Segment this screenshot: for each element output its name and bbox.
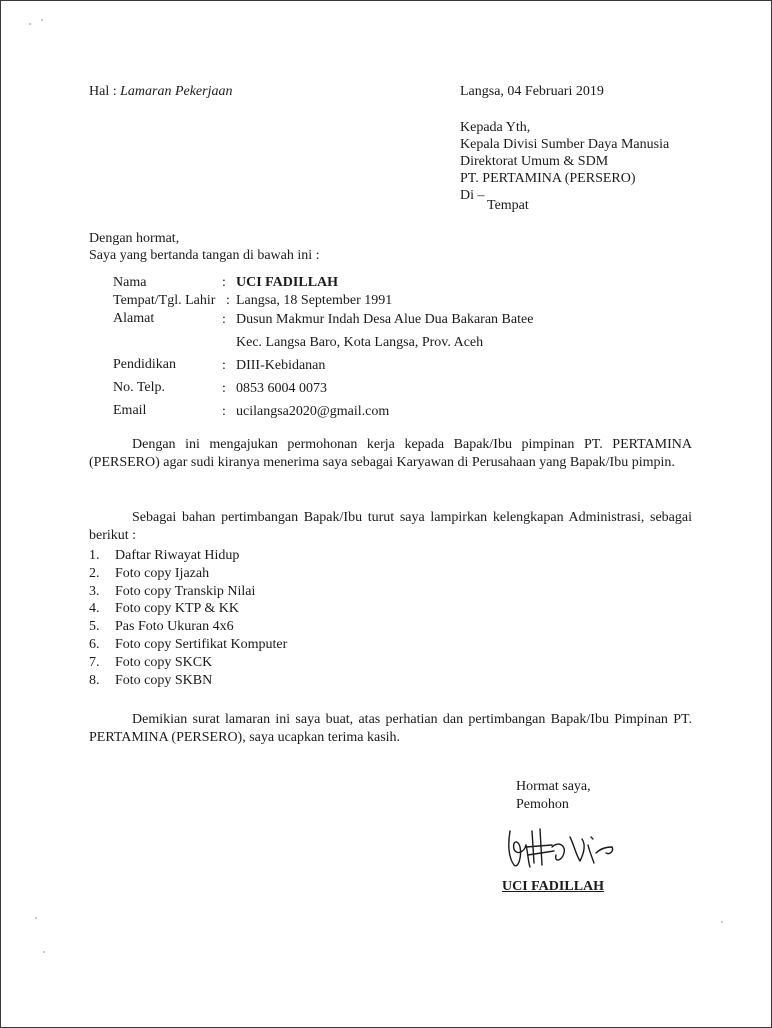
list-text: Pas Foto Ukuran 4x6 — [115, 619, 234, 635]
paragraph-attachments-intro: Sebagai bahan pertimbangan Bapak/Ibu turut saya lampirkan kelengkapan Administrasi, sebagai berikut : — [89, 510, 692, 543]
list-text: Foto copy SKBN — [115, 672, 213, 688]
list-item — [89, 547, 287, 565]
list-text: Daftar Riwayat Hidup — [115, 548, 240, 563]
name-label: Nama — [113, 275, 147, 290]
closing-role: Pemohon — [516, 797, 569, 812]
address-separator: : — [222, 312, 226, 327]
list-text: Foto copy KTP & KK — [115, 601, 239, 617]
list-item — [89, 618, 287, 636]
list-number: 8. — [89, 672, 100, 688]
greeting: Dengan hormat, — [89, 231, 180, 246]
signer-name: UCI FADILLAH — [502, 879, 605, 894]
closing-regards: Hormat saya, — [516, 779, 591, 794]
recipient-line-2: Kepala Divisi Sumber Daya Manusia — [460, 137, 670, 152]
subject-line — [89, 83, 233, 101]
phone-value: 0853 6004 0073 — [236, 381, 327, 396]
list-text: Foto copy SKCK — [115, 654, 213, 670]
address-line-1: Dusun Makmur Indah Desa Alue Dua Bakaran Batee — [236, 312, 534, 327]
list-text: Foto copy Sertifikat Komputer — [115, 636, 288, 652]
email-value: ucilangsa2020@gmail.com — [236, 404, 390, 419]
education-label: Pendidikan — [113, 357, 176, 372]
recipient-line-5: Di – — [460, 188, 485, 203]
intro-line: Saya yang bertanda tangan di bawah ini : — [89, 248, 320, 263]
scan-speck — [721, 921, 723, 923]
email-label: Email — [113, 403, 147, 418]
list-number: 2. — [89, 565, 100, 581]
scan-speck — [35, 917, 37, 919]
list-item — [89, 636, 287, 654]
subject-label: Hal : — [89, 84, 117, 99]
list-text: Foto copy Transkip Nilai — [115, 583, 256, 599]
birth-value: Langsa, 18 September 1991 — [236, 293, 393, 308]
scan-speck — [29, 23, 31, 25]
list-text: Foto copy Ijazah — [115, 565, 210, 581]
attachment-list — [89, 547, 287, 689]
list-item — [89, 583, 287, 601]
list-number: 7. — [89, 654, 100, 670]
recipient-line-1: Kepada Yth, — [460, 120, 531, 135]
education-value: DIII-Kebidanan — [236, 358, 326, 373]
address-line-2: Kec. Langsa Baro, Kota Langsa, Prov. Aceh — [236, 335, 484, 350]
list-number: 6. — [89, 636, 100, 652]
birth-separator: : — [226, 293, 230, 308]
name-value: UCI FADILLAH — [236, 275, 339, 290]
email-separator: : — [222, 404, 226, 419]
list-number: 1. — [89, 548, 100, 563]
paragraph-request: Dengan ini mengajukan permohonan kerja kepada Bapak/Ibu pimpinan PT. PERTAMINA (PERSERO) agar sudi kiranya menerima saya sebagai Karyawan di Perusahaan yang Bapak/Ibu pimpin. — [89, 437, 692, 470]
address-label: Alamat — [113, 311, 155, 326]
scan-speck — [43, 951, 45, 953]
place-date: Langsa, 04 Februari 2019 — [460, 84, 604, 99]
subject-value: Lamaran Pekerjaan — [120, 84, 233, 99]
signature-image — [496, 817, 621, 877]
list-item — [89, 654, 287, 672]
scan-speck — [41, 19, 43, 21]
birth-label: Tempat/Tgl. Lahir — [113, 293, 216, 308]
recipient-line-3: Direktorat Umum & SDM — [460, 154, 609, 169]
recipient-line-4: PT. PERTAMINA (PERSERO) — [460, 171, 636, 186]
list-number: 3. — [89, 583, 100, 599]
phone-label: No. Telp. — [113, 380, 166, 395]
list-item — [89, 672, 287, 690]
phone-separator: : — [222, 381, 226, 396]
recipient-place: Tempat — [487, 198, 529, 213]
education-separator: : — [222, 358, 226, 373]
list-number: 4. — [89, 601, 100, 617]
list-number: 5. — [89, 619, 100, 635]
name-separator: : — [222, 275, 226, 290]
paragraph-closing: Demikian surat lamaran ini saya buat, atas perhatian dan pertimbangan Bapak/Ibu Pimpinan PT. PERTAMINA (PERSERO), saya ucapkan terima kasih. — [89, 712, 692, 745]
list-item — [89, 565, 287, 583]
list-item — [89, 600, 287, 618]
